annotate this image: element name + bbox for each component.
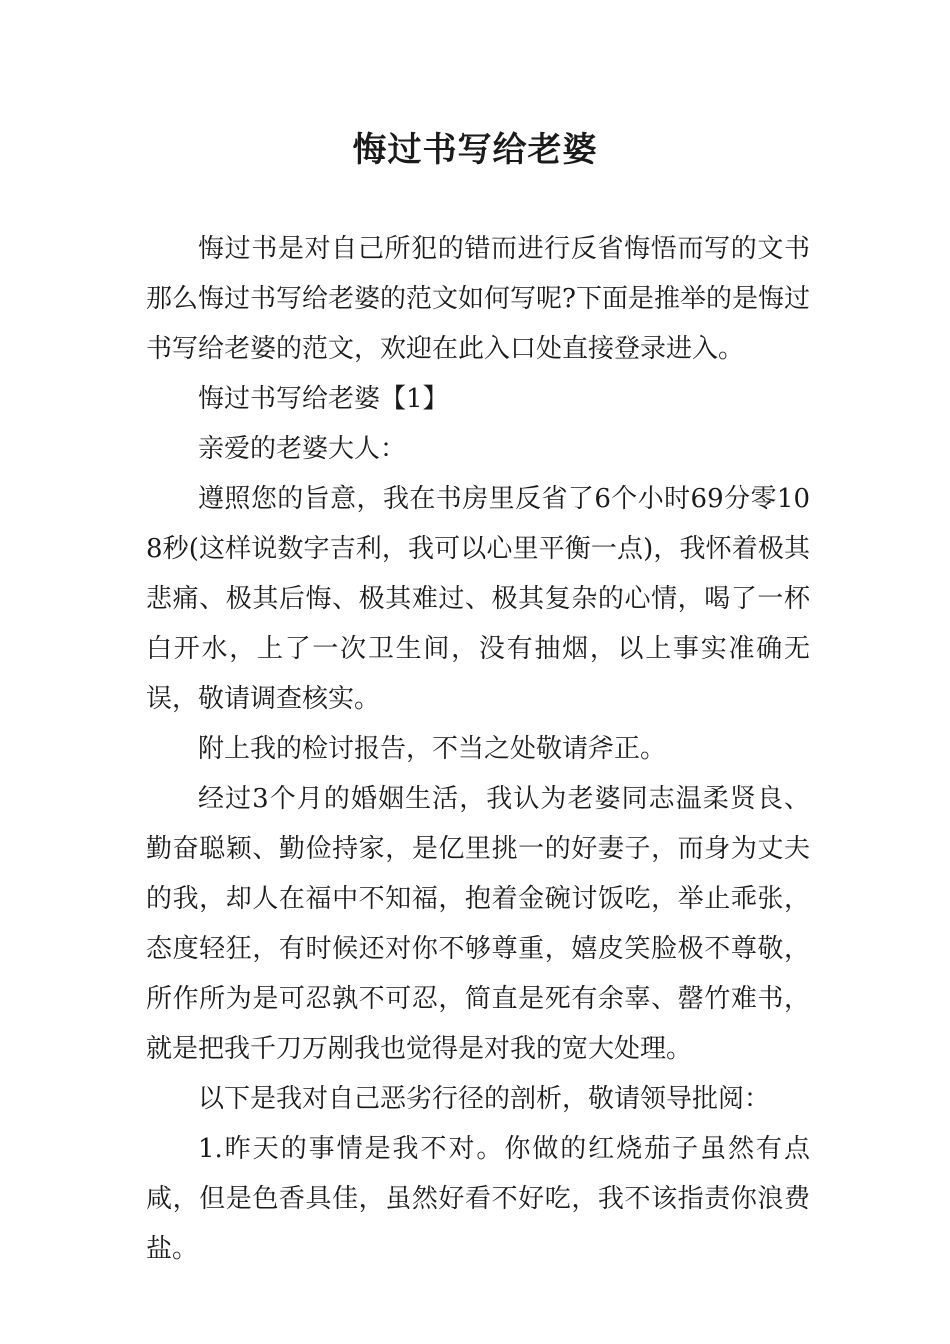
paragraph-marriage: 经过3个月的婚姻生活，我认为老婆同志温柔贤良、勤奋聪颖、勤俭持家，是亿里挑一的好妻子，而身为丈夫的我，却人在福中不知福，抱着金碗讨饭吃，举止乖张，态度轻狂，有时候还对你不够尊重，嬉皮笑脸极不尊敬，所作所为是可忍孰不可忍，简直是死有余辜、罄竹难书，就是把我千刀万剐我也觉得是对我的宽大处理。 [146,784,810,1064]
paragraph-analysis-intro: 以下是我对自己恶劣行径的剖析，敬请领导批阅： [198,1084,771,1114]
document-title: 悔过书写给老婆 [352,130,598,170]
document-body [146,224,810,1274]
paragraph-item-1: 1.昨天的事情是我不对。你做的红烧茄子虽然有点咸，但是色香具佳，虽然好看不好吃，我不该指责你浪费盐。 [146,1134,810,1264]
paragraph-report-note: 附上我的检讨报告，不当之处敬请斧正。 [198,734,667,764]
paragraph-intro: 悔过书是对自己所犯的错而进行反省悔悟而写的文书那么悔过书写给老婆的范文如何写呢?下面是推举的是悔过书写给老婆的范文，欢迎在此入口处直接登录进入。 [146,234,810,364]
paragraph-reflection: 遵照您的旨意，我在书房里反省了6个小时69分零108秒(这样说数字吉利，我可以心里平衡一点)，我怀着极其悲痛、极其后悔、极其难过、极其复杂的心情，喝了一杯白开水，上了一次卫生间，没有抽烟，以上事实准确无误，敬请调查核实。 [146,484,810,714]
paragraph-section-heading: 悔过书写给老婆【1】 [198,384,449,414]
paragraph-salutation: 亲爱的老婆大人： [198,434,407,464]
